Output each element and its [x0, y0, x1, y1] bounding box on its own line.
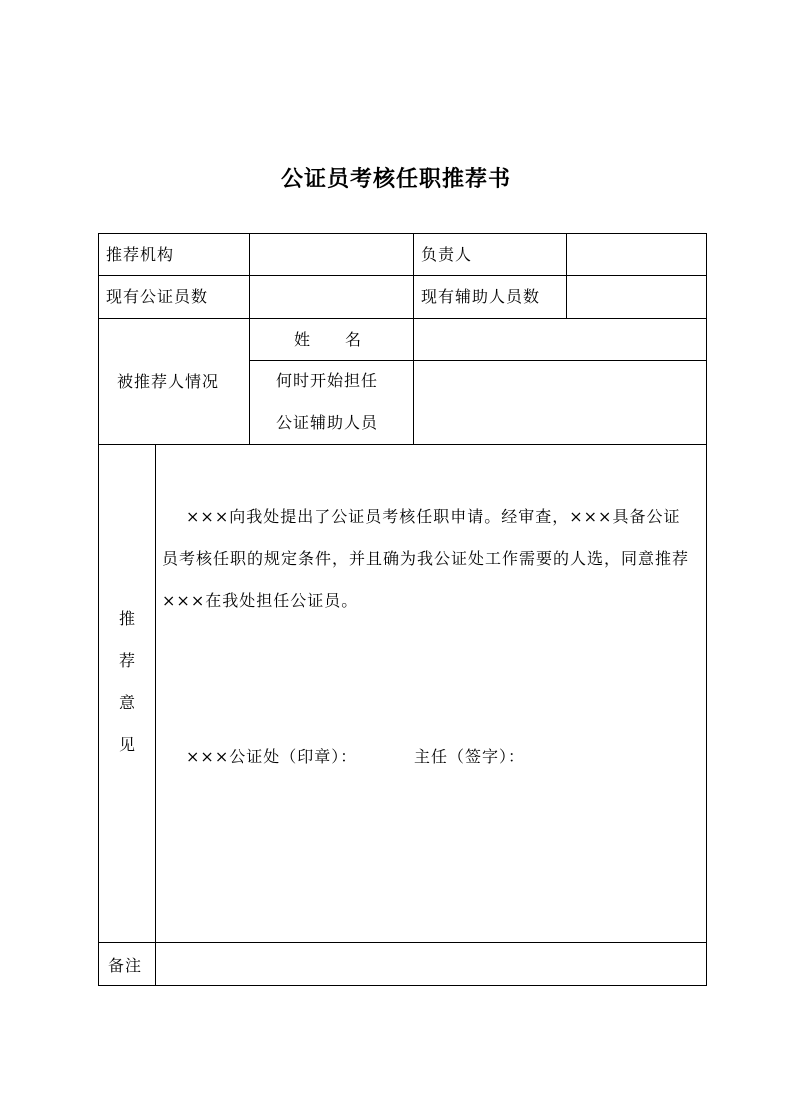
notary-count-label: 现有公证员数 — [106, 287, 209, 306]
opinion-label-char: 见 — [118, 735, 135, 754]
name-field[interactable] — [421, 330, 699, 350]
col-divider-right — [566, 233, 567, 318]
director-signature-label: 主任（签字）： — [414, 747, 526, 766]
opinion-paragraph: ×××向我处提出了公证员考核任职申请。经审查，×××具备公证员考核任职的规定条件，并且确为我公证处工作需要的人选，同意推荐×××在我处担任公证员。 — [162, 507, 690, 610]
row-divider-3 — [249, 360, 707, 361]
seal-label: ×××公证处（印章）： — [186, 747, 358, 766]
opinion-label-char: 意 — [118, 693, 135, 712]
remarks-label: 备注 — [108, 956, 143, 975]
opinion-label-char: 荐 — [118, 651, 135, 670]
assistant-count-field[interactable] — [574, 287, 699, 307]
col-divider-opinion — [155, 444, 156, 986]
since-field[interactable] — [421, 392, 699, 412]
name-label: 姓 名 — [294, 330, 363, 349]
page-title: 公证员考核任职推荐书 — [280, 166, 511, 192]
notary-count-field[interactable] — [256, 287, 406, 307]
row-divider-1 — [98, 275, 707, 276]
nominee-section-label: 被推荐人情况 — [117, 372, 220, 391]
row-divider-4 — [98, 444, 707, 445]
opinion-label-char: 推 — [118, 609, 135, 628]
remarks-field[interactable] — [164, 956, 699, 976]
org-field[interactable] — [256, 245, 406, 265]
col-divider-label — [249, 233, 250, 444]
since-label-line1: 何时开始担任 — [276, 371, 379, 390]
opinion-label — [116, 598, 138, 766]
assistant-count-label: 现有辅助人员数 — [421, 287, 541, 306]
row-divider-2 — [98, 318, 707, 319]
row-divider-5 — [98, 942, 707, 943]
head-field[interactable] — [574, 245, 699, 265]
since-label-line2: 公证辅助人员 — [276, 413, 379, 432]
head-label: 负责人 — [421, 245, 473, 264]
col-divider-mid — [413, 233, 414, 444]
org-label: 推荐机构 — [106, 245, 175, 264]
